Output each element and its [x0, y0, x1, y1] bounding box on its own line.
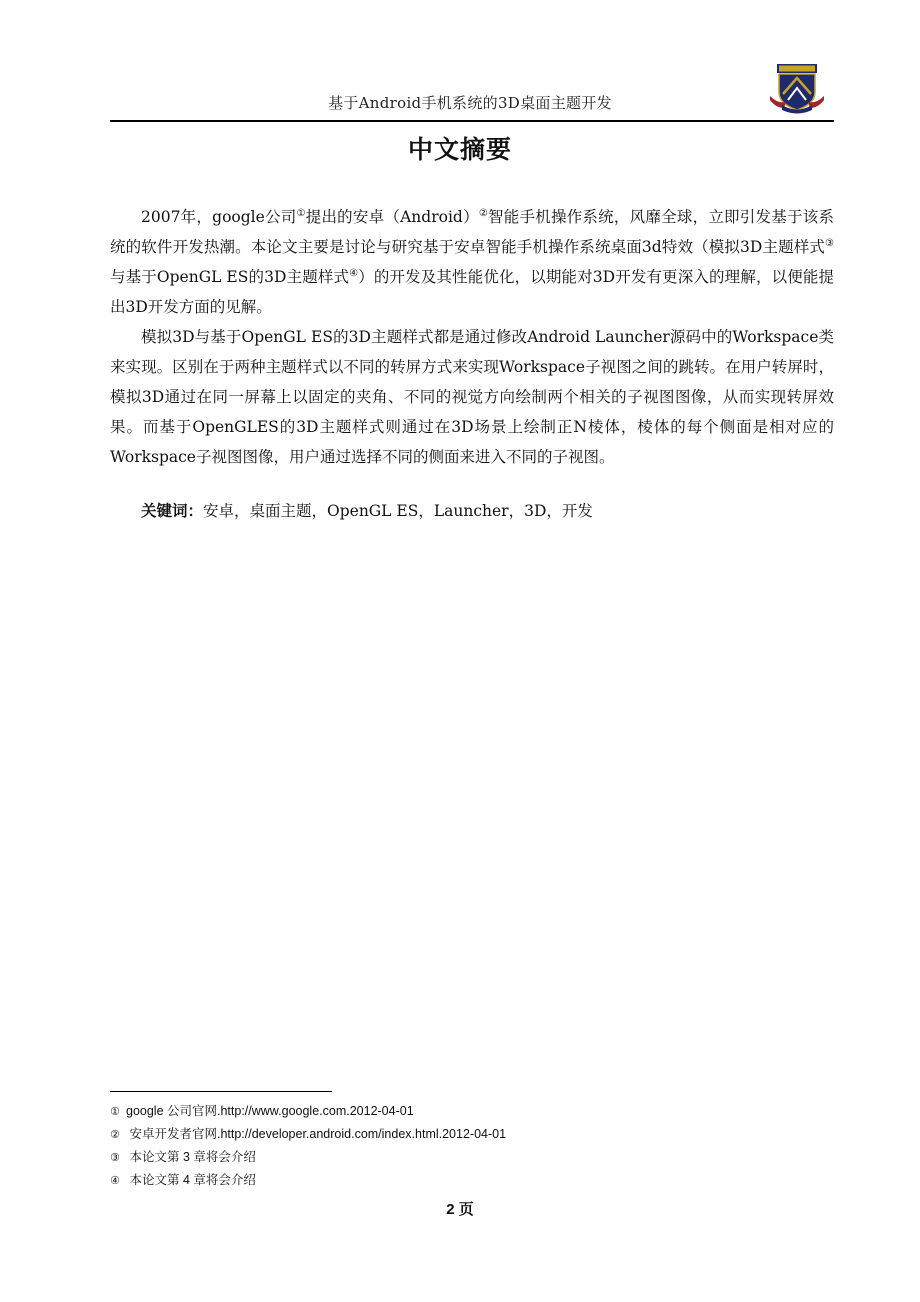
- paragraph-text: ）的开发及其性能优化，以期能对3D开发有更深入的理解，以便能提出3D开发方面的见解。: [110, 268, 835, 316]
- paragraph-text: 智能手机操作系统，风靡全球，立即引发基于该系统的软件开发热潮。本论文主要是讨论与研究基于安卓智能手机操作系统桌面3d特效（模拟3D主题样式: [110, 208, 834, 256]
- footnote-mark: ③: [110, 1151, 120, 1164]
- keywords-label: 关键词：: [141, 502, 204, 520]
- footnote-mark: ①: [110, 1105, 120, 1118]
- footnote-item: [110, 1169, 830, 1192]
- page-header-title: 基于Android手机系统的3D桌面主题开发: [328, 94, 612, 112]
- keywords-value: 安卓，桌面主题，OpenGL ES，Launcher，3D，开发: [203, 502, 593, 520]
- footnote-mark: ④: [110, 1174, 120, 1187]
- footnote-ref-2: ②: [478, 207, 489, 219]
- footnote-item: [110, 1146, 830, 1169]
- header-divider: [110, 120, 834, 122]
- university-logo: [768, 60, 826, 114]
- footnote-text: 本论文第 3 章将会介绍: [126, 1150, 256, 1164]
- page-number: 2 页: [446, 1201, 474, 1218]
- footnote-ref-4: ④: [349, 267, 359, 279]
- keywords-line: [110, 496, 834, 526]
- abstract-body: [110, 202, 834, 526]
- paragraph-text: 2007年，google公司: [141, 208, 297, 226]
- footnote-ref-1: ①: [296, 207, 306, 219]
- footnote-divider: [110, 1091, 332, 1092]
- abstract-paragraph-2: 模拟3D与基于OpenGL ES的3D主题样式都是通过修改Android Launcher源码中的Workspace类来实现。区别在于两种主题样式以不同的转屏方式来实现Workspace子视图之间的跳转。在用户转屏时，模拟3D通过在同一屏幕上以固定的夹角、不同的视觉方向绘制两个相关的子视图图像，从而实现转屏效果。而基于OpenGLES的3D主题样式则通过在3D场景上绘制正N棱体，棱体的每个侧面是相对应的Workspace子视图图像，用户通过选择不同的侧面来进入不同的子视图。: [110, 328, 834, 466]
- shield-crest-icon: [768, 60, 826, 114]
- footnote-text: 安卓开发者官网.http://developer.android.com/index.html.2012-04-01: [126, 1127, 507, 1141]
- abstract-paragraph-1: [110, 202, 834, 322]
- footnotes: [110, 1100, 830, 1192]
- footnote-ref-3: ③: [825, 237, 834, 249]
- page-title: 中文摘要: [407, 135, 512, 164]
- paragraph-text: 提出的安卓（Android）: [305, 208, 479, 226]
- footnote-text: 本论文第 4 章将会介绍: [126, 1173, 256, 1187]
- footnote-item: [110, 1100, 830, 1123]
- paragraph-text: 与基于OpenGL ES的3D主题样式: [110, 268, 350, 286]
- footnote-text: google 公司官网.http://www.google.com.2012-04-01: [126, 1104, 414, 1118]
- footnote-mark: ②: [110, 1128, 120, 1141]
- footnote-item: [110, 1123, 830, 1146]
